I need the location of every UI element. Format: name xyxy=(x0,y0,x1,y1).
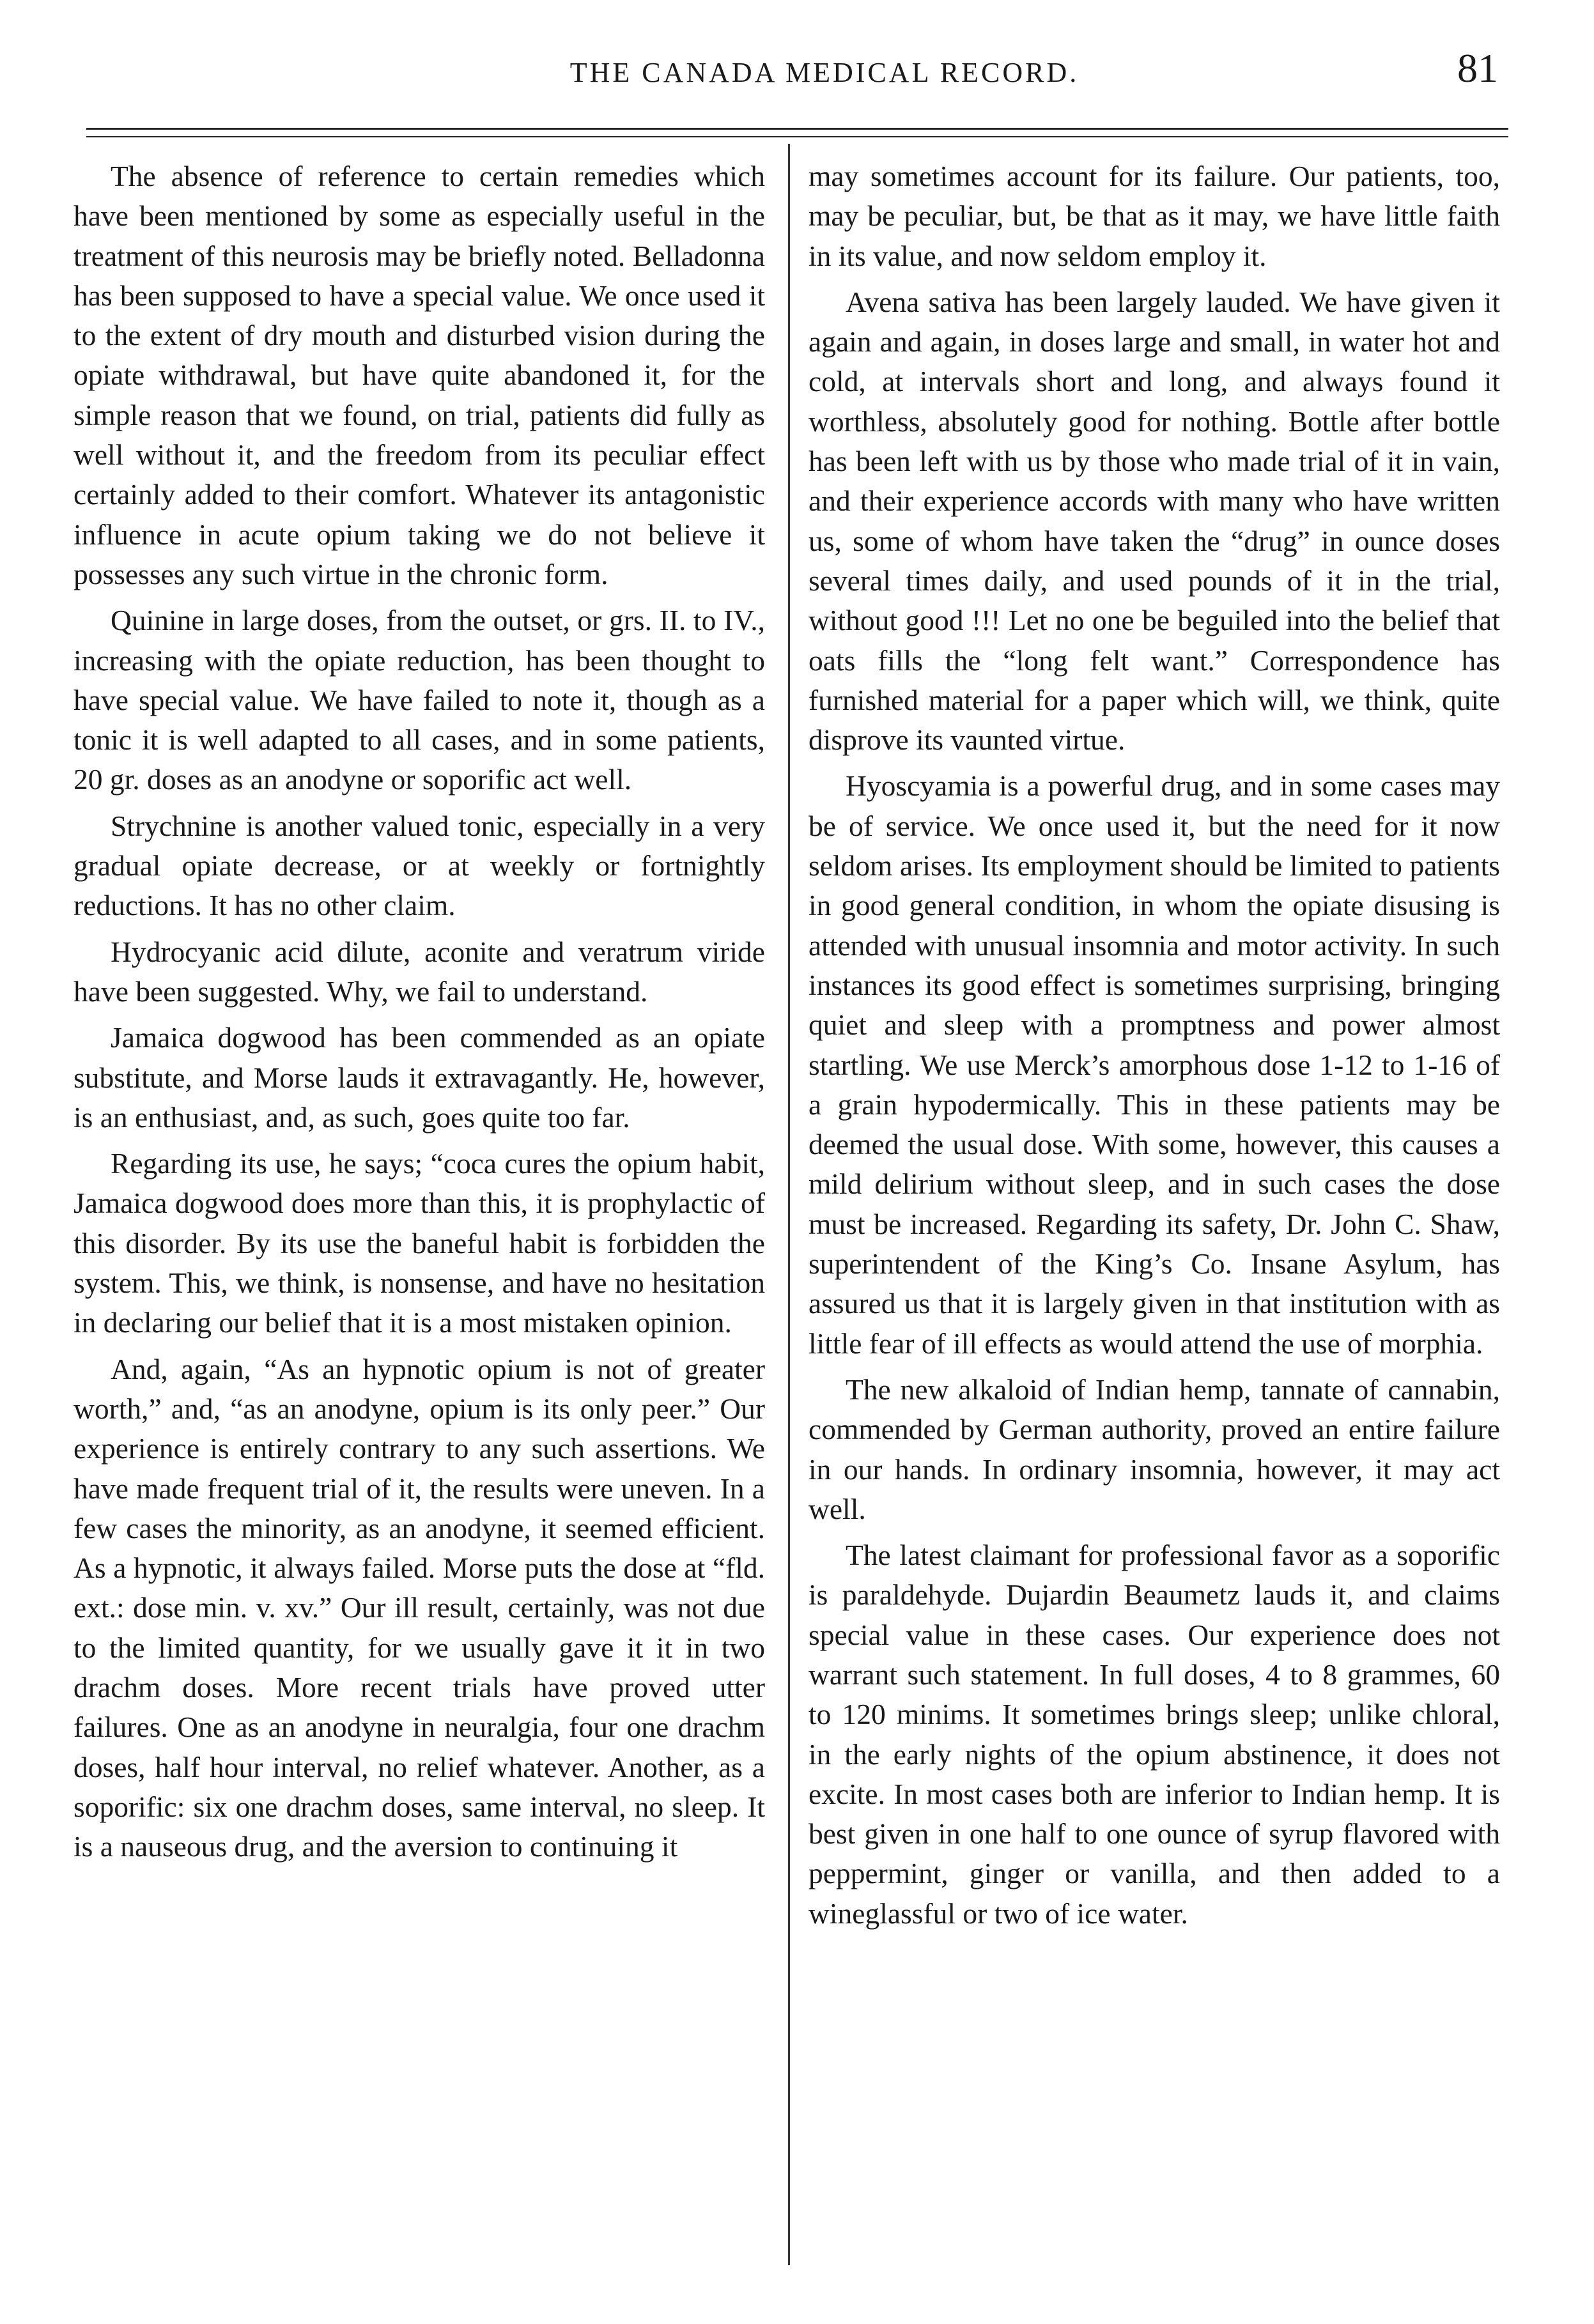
left-column xyxy=(74,157,765,1866)
header-rule xyxy=(86,128,1508,130)
paragraph-belladonna: The absence of reference to certain remedies which have been mentioned by some as especially useful in the treatment of this neurosis may be briefly noted. Belladonna has been supposed to have a special value. We once used it to the extent of dry mouth and disturbed vision during the opiate withdrawal, but have quite abandoned it, for the simple reason that we found, on trial, patients did fully as well without it, and the freedom from its peculiar effect certainly added to their comfort. Whatever its antagonistic influence in acute opium taking we do not believe it possesses any such virtue in the chronic form. xyxy=(74,160,765,590)
paragraph-hydrocyanic-acid: Hydrocyanic acid dilute, aconite and veratrum viride have been suggested. Why, we fail to understand. xyxy=(74,935,765,1008)
page-number: 81 xyxy=(1457,45,1498,91)
paragraph-strychnine: Strychnine is another valued tonic, especially in a very gradual opiate decrease, or at weekly or fortnightly reductions. It has no other claim. xyxy=(74,809,765,922)
paragraph-avena-sativa: Avena sativa has been largely lauded. We have given it again and again, in doses large and small, in water hot and cold, at intervals short and long, and always found it worthless, absolutely good for nothing. Bottle after bottle has been left with us by those who made trial of it in vain, and their experience accords with many who have written us, some of whom have taken the “drug” in ounce doses several times daily, and used pounds of it in the trial, without good !!! Let no one be beguiled into the belief that oats fills the “long felt want.” Correspondence has furnished material for a paper which will, we think, quite disprove its vaunted virtue. xyxy=(809,285,1500,757)
column-divider xyxy=(788,144,790,2265)
paragraph-continuation: may sometimes account for its failure. Our patients, too, may be peculiar, but, be that as it may, we have little faith in its value, and now seldom employ it. xyxy=(809,160,1500,272)
paragraph-cannabin: The new alkaloid of Indian hemp, tannate of cannabin, commended by German authority, proved an entire failure in our hands. In ordinary insomnia, however, it may act well. xyxy=(809,1373,1500,1525)
right-column xyxy=(809,157,1500,1934)
paragraph-hypnotic-trials: And, again, “As an hypnotic opium is not of greater worth,” and, “as an anodyne, opium is its only peer.” Our experience is entirely contrary to any such assertions. We have made frequent trial of it, the results were uneven. In a few cases the minority, as an anodyne, it seemed efficient. As a hypnotic, it always failed. Morse puts the dose at “fld. ext.: dose min. v. xv.” Our ill result, certainly, was not due to the limited quantity, for we usually gave it it in two drachm doses. More recent trials have proved utter failures. One as an anodyne in neuralgia, four one drachm doses, half hour interval, no relief whatever. Another, as a soporific: six one drachm doses, same interval, no sleep. It is a nauseous drug, and the aversion to continuing it xyxy=(74,1352,765,1863)
paragraph-morse-quote: Regarding its use, he says; “coca cures the opium habit, Jamaica dogwood does more than this, it is prophylactic of this disorder. By its use the baneful habit is forbidden the system. This, we think, is nonsense, and have no hesitation in declaring our belief that it is a most mistaken opinion. xyxy=(74,1147,765,1339)
paragraph-jamaica-dogwood: Jamaica dogwood has been commended as an opiate substitute, and Morse lauds it extravagantly. He, however, is an enthusiast, and, as such, goes quite too far. xyxy=(74,1021,765,1134)
paragraph-hyoscyamia: Hyoscyamia is a powerful drug, and in some cases may be of service. We once used it, but the need for it now seldom arises. Its employment should be limited to patients in good general condition, in whom the opiate disusing is attended with unusual insomnia and motor activity. In such instances its good effect is sometimes surprising, bringing quiet and sleep with a promptness and power almost startling. We use Merck’s amorphous dose 1-12 to 1-16 of a grain hypodermically. This in these patients may be deemed the usual dose. With some, however, this causes a mild delirium without sleep, and in such cases the dose must be increased. Regarding its safety, Dr. John C. Shaw, superintendent of the King’s Co. Insane Asylum, has assured us that it is largely given in that institution with as little fear of ill effects as would attend the use of morphia. xyxy=(809,769,1500,1360)
paragraph-paraldehyde: The latest claimant for professional favor as a soporific is paraldehyde. Dujardin Beaumetz lauds it, and claims special value in these cases. Our experience does not warrant such statement. In full doses, 4 to 8 grammes, 60 to 120 minims. It sometimes brings sleep; unlike chloral, in the early nights of the opium abstinence, it does not excite. In most cases both are inferior to Indian hemp. It is best given in one half to one ounce of syrup flavored with peppermint, ginger or vanilla, and then added to a wineglassful or two of ice water. xyxy=(809,1539,1500,1930)
paragraph-quinine: Quinine in large doses, from the outset, or grs. II. to IV., increasing with the opiate reduction, has been thought to have special value. We have failed to note it, though as a tonic it is well adapted to all cases, and in some patients, 20 gr. doses as an anodyne or soporific act well. xyxy=(74,604,765,796)
header-rule-thin xyxy=(86,136,1508,137)
page-header xyxy=(0,45,1594,102)
running-head: THE CANADA MEDICAL RECORD. xyxy=(569,57,1079,88)
